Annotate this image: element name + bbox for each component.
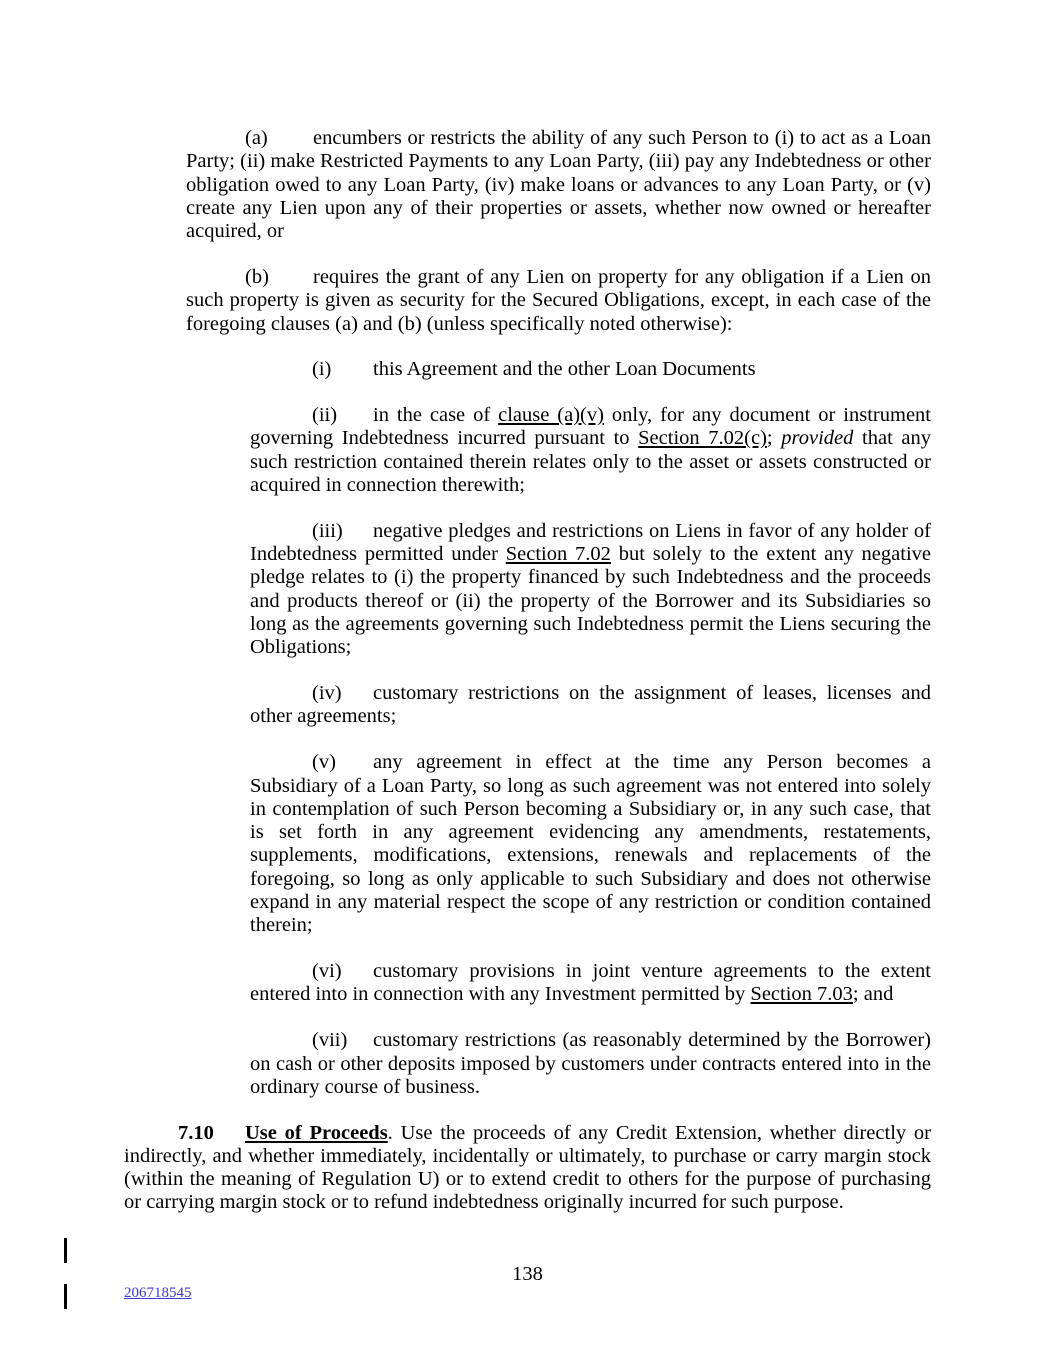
change-bar [64,1238,67,1263]
document-body [124,127,931,1237]
text-segment: this Agreement and the other Loan Documents [373,358,756,381]
paragraph-i [250,358,931,381]
text-segment: ; [766,427,782,450]
paragraph-ii [250,404,931,497]
text-segment: customary restrictions on the assignment of leases, licenses and other agreements; [250,682,931,728]
text-segment: but solely to the extent any negative pledge relates to (i) the property financed by such Indebtedness and the proceeds and products thereof or (ii) the property of the Borrower and its Subsidiaries so long as the agreements governing such Indebtedness permit the Liens securing the Obligations; [250,543,931,659]
paragraph-a [186,127,931,243]
text-segment: provided [781,427,854,450]
page-number: 138 [512,1263,543,1285]
text-segment: in the case of [373,404,499,427]
text-segment: any agreement in effect at the time any Person becomes a Subsidiary of a Loan Party, so long as such agreement was not entered into solely in contemplation of such Person becoming a Subsidiary or, in any such case, that is set forth in any agreement evidencing any amendments, restatements, supplements, modifications, extensions, renewals and replacements of the foregoing, so long as only applicable to such Subsidiary and does not otherwise expand in any material respect the scope of any restriction or condition contained therein; [250,751,931,937]
text-segment: encumbers or restricts the ability of any such Person to (i) to act as a Loan Party; (ii) make Restricted Payments to any Loan Party, (iii) pay any Indebtedness or other obligation owed to any Loan Party, (iv) make loans or advances to any Loan Party, or (v) create any Lien upon any of their properties or assets, whether now owned or hereafter acquired, or [186,127,931,243]
paragraph-iii [250,520,931,660]
text-segment: Section 7.02 [505,543,611,566]
paragraph-iv [250,682,931,729]
text-segment: requires the grant of any Lien on property for any obligation if a Lien on such property is given as security for the Secured Obligations, except, in each case of the foregoing clauses (a) and (b) (unless specifically noted otherwise): [186,265,931,335]
change-bar [64,1284,67,1309]
paragraph-label: 7.10 [178,1121,214,1144]
paragraph-label: (i) [312,358,332,381]
text-segment: Use of Proceeds [245,1121,388,1144]
text-segment: clause (a)(v) [498,404,604,427]
paragraph-label: (vi) [312,960,342,983]
text-segment: . Use the proceeds of any Credit Extension, whether directly or indirectly, and whether immediately, incidentally or ultimately, to purchase or carry margin stock (within the meaning of Regulation U) or to extend credit to others for the purpose of purchasing or carrying margin stock or to refund indebtedness originally incurred for such purpose. [124,1121,931,1214]
text-segment: customary provisions in joint venture agreements to the extent entered into in connection with any Investment permitted by [250,960,931,1006]
paragraph-v [250,751,931,937]
paragraph-label: (v) [312,751,336,774]
text-segment: ; and [852,983,894,1006]
paragraph-b [186,266,931,336]
doc-id-link[interactable]: 206718545 [124,1285,192,1301]
paragraph-vi [250,960,931,1007]
paragraph-label: (vii) [312,1029,348,1052]
text-segment: only, for any document or instrument governing Indebtedness incurred pursuant to [250,404,931,450]
paragraph-label: (iv) [312,682,342,705]
text-segment: Section 7.02(c) [638,427,767,450]
text-segment: customary restrictions (as reasonably determined by the Borrower) on cash or other deposits imposed by customers under contracts entered into in the ordinary course of business. [250,1029,931,1098]
paragraph-label: (iii) [312,519,343,542]
paragraph-vii [250,1029,931,1099]
text-segment: negative pledges and restrictions on Liens in favor of any holder of Indebtedness permitted under [250,519,931,566]
paragraph-label: (ii) [312,404,338,427]
text-segment: Section 7.03 [750,983,853,1006]
paragraph-label: (b) [245,265,269,288]
paragraph-7-10 [124,1122,931,1215]
paragraph-label: (a) [245,127,268,149]
text-segment: that any such restriction contained therein relates only to the asset or assets constructed or acquired in connection therewith; [250,427,931,497]
